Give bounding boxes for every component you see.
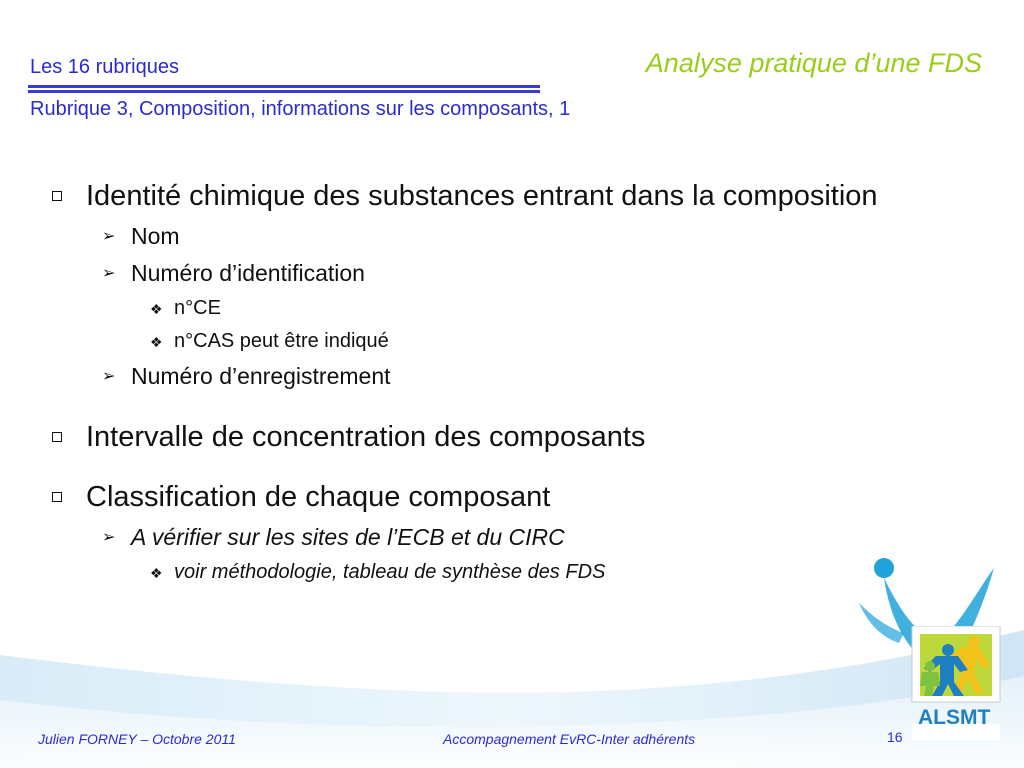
header-rule-secondary — [28, 90, 540, 93]
diamond-bullet-icon: ❖ — [150, 565, 163, 581]
diamond-bullet-icon: ❖ — [150, 334, 163, 350]
list-item-level2 — [44, 522, 970, 552]
arrow-bullet-icon: ➢ — [102, 529, 116, 546]
arrow-bullet-icon: ➢ — [102, 368, 116, 385]
footer-author: Julien FORNEY – Octobre 2011 — [38, 731, 236, 747]
square-bullet-icon — [52, 492, 62, 502]
square-bullet-icon — [52, 432, 62, 442]
list-item-text: Numéro d’enregistrement — [131, 363, 391, 389]
list-item-text: Numéro d’identification — [131, 260, 365, 286]
list-item-level2 — [44, 258, 970, 288]
list-item-text: n°CAS peut être indiqué — [174, 330, 389, 352]
square-bullet-icon — [52, 191, 62, 201]
list-item-level2 — [44, 221, 970, 251]
header-rule — [28, 85, 540, 88]
list-item-text: Intervalle de concentration des composants — [86, 421, 646, 453]
list-item-level3 — [44, 328, 970, 354]
list-item-text: voir méthodologie, tableau de synthèse des FDS — [174, 561, 606, 583]
list-item-text: Nom — [131, 223, 180, 249]
arrow-bullet-icon: ➢ — [102, 228, 116, 245]
slide-subtitle: Rubrique 3, Composition, informations sur les composants, 1 — [30, 98, 571, 120]
list-item-text: Classification de chaque composant — [86, 481, 551, 513]
arrow-bullet-icon: ➢ — [102, 265, 116, 282]
diamond-bullet-icon: ❖ — [150, 301, 163, 317]
footer-center-text: Accompagnement EvRC-Inter adhérents — [443, 731, 696, 747]
list-item-level3 — [44, 295, 970, 321]
page-number: 16 — [887, 729, 903, 745]
list-item-level3 — [44, 559, 970, 585]
list-item-level1 — [44, 419, 970, 455]
list-item-level2 — [44, 361, 970, 391]
list-item-level1 — [44, 479, 970, 515]
list-item-text: n°CE — [174, 297, 221, 319]
bullet-content — [44, 178, 970, 585]
slide-title: Analyse pratique d’une FDS — [645, 48, 982, 78]
section-title: Les 16 rubriques — [30, 56, 179, 78]
list-item-text: A vérifier sur les sites de l’ECB et du CIRC — [131, 524, 565, 550]
list-item-text: Identité chimique des substances entrant dans la composition — [86, 180, 878, 212]
logo-text: ALSMT — [918, 706, 991, 729]
list-item-level1 — [44, 178, 970, 214]
